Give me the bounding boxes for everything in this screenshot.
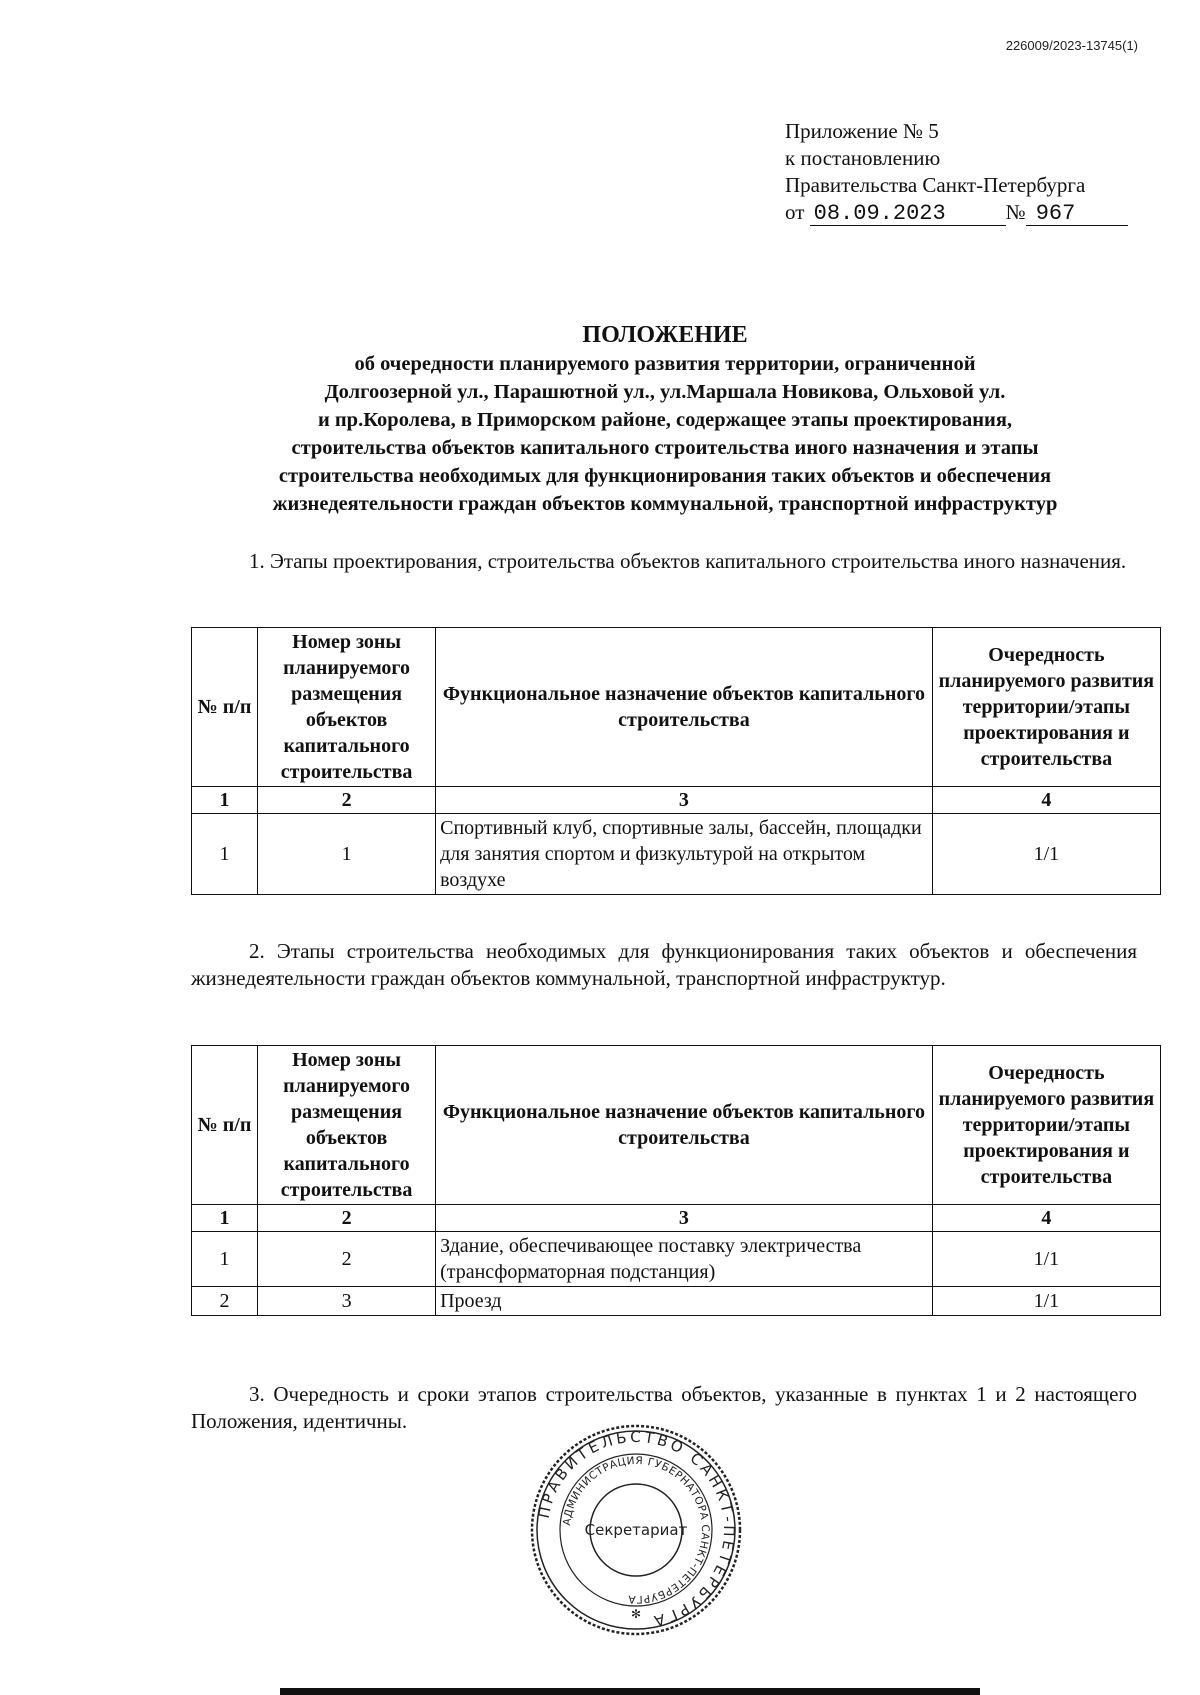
appendix-line-2: к постановлению bbox=[785, 146, 941, 170]
stamp-outer-text: ПРАВИТЕЛЬСТВО САНКТ-ПЕТЕРБУРГА bbox=[534, 1427, 739, 1631]
column-number: 3 bbox=[436, 1205, 933, 1232]
header-number: № п/п bbox=[192, 628, 258, 787]
section-2-paragraph bbox=[191, 938, 1137, 992]
column-number: 4 bbox=[932, 787, 1160, 814]
row-stage: 1/1 bbox=[932, 814, 1160, 895]
stamp-center-text: Секретариат bbox=[584, 1521, 688, 1539]
appendix-block bbox=[785, 118, 1128, 226]
section-2-text: 2. Этапы строительства необходимых для функционирования таких объектов и обеспечения жизнедеятельности граждан объектов коммунальной, транспортной инфраструктур. bbox=[191, 939, 1137, 990]
document-title bbox=[190, 320, 1140, 518]
appendix-line-3: Правительства Санкт-Петербурга bbox=[785, 173, 1086, 197]
section-1-text: 1. Этапы проектирования, строительства объектов капитального строительства иного назначения. bbox=[249, 549, 1127, 573]
column-number-row bbox=[192, 787, 1161, 814]
document-code: 226009/2023-13745(1) bbox=[1005, 38, 1138, 53]
row-purpose: Здание, обеспечивающее поставку электричества (трансформаторная подстанция) bbox=[436, 1232, 933, 1287]
stamp-inner-text: АДМИНИСТРАЦИЯ ГУБЕРНАТОРА САНКТ-ПЕТЕРБУРГА bbox=[561, 1454, 712, 1606]
column-number: 2 bbox=[258, 787, 436, 814]
row-zone: 1 bbox=[258, 814, 436, 895]
title-line: строительства объектов капитального строительства иного назначения и этапы bbox=[291, 437, 1039, 459]
header-stage: Очередность планируемого развития территории/этапы проектирования и строительства bbox=[932, 628, 1160, 787]
row-purpose: Спортивный клуб, спортивные залы, бассейн, площадки для занятия спортом и физкультурой на открытом воздухе bbox=[436, 814, 933, 895]
row-number: 1 bbox=[192, 1232, 258, 1287]
column-number: 1 bbox=[192, 1205, 258, 1232]
column-number: 4 bbox=[932, 1205, 1160, 1232]
row-number: 1 bbox=[192, 814, 258, 895]
table-stages-1 bbox=[191, 627, 1161, 895]
header-stage: Очередность планируемого развития территории/этапы проектирования и строительства bbox=[932, 1046, 1160, 1205]
table-stages-2 bbox=[191, 1045, 1161, 1316]
resolution-date: 08.09.2023 bbox=[810, 203, 1006, 226]
header-zone: Номер зоны планируемого размещения объектов капитального строительства bbox=[258, 1046, 436, 1205]
row-zone: 3 bbox=[258, 1287, 436, 1316]
number-label: № bbox=[1005, 200, 1026, 224]
row-purpose: Проезд bbox=[436, 1287, 933, 1316]
header-purpose: Функциональное назначение объектов капитального строительства bbox=[436, 1046, 933, 1205]
section-3-text: 3. Очередность и сроки этапов строительства объектов, указанные в пунктах 1 и 2 настоящего Положения, идентичны. bbox=[191, 1382, 1137, 1433]
header-purpose: Функциональное назначение объектов капитального строительства bbox=[436, 628, 933, 787]
column-number: 1 bbox=[192, 787, 258, 814]
row-stage: 1/1 bbox=[932, 1287, 1160, 1316]
row-zone: 2 bbox=[258, 1232, 436, 1287]
header-zone: Номер зоны планируемого размещения объектов капитального строительства bbox=[258, 628, 436, 787]
column-number-row bbox=[192, 1205, 1161, 1232]
title-line: об очередности планируемого развития территории, ограниченной bbox=[354, 353, 976, 375]
secretariat-stamp bbox=[528, 1422, 744, 1638]
title-main: ПОЛОЖЕНИЕ bbox=[582, 322, 748, 348]
section-1-paragraph bbox=[191, 548, 1137, 575]
appendix-line-1: Приложение № 5 bbox=[785, 119, 939, 143]
column-number: 2 bbox=[258, 1205, 436, 1232]
title-line: строительства необходимых для функционирования таких объектов и обеспечения bbox=[278, 465, 1052, 487]
table-row bbox=[192, 1232, 1161, 1287]
from-label: от bbox=[785, 200, 805, 224]
title-line: жизнедеятельности граждан объектов коммунальной, транспортной инфраструктур bbox=[272, 493, 1058, 515]
title-line: и пр.Королева, в Приморском районе, содержащее этапы проектирования, bbox=[317, 409, 1013, 431]
table-header-row bbox=[192, 628, 1161, 787]
star-icon: ✻ bbox=[630, 1607, 642, 1621]
row-number: 2 bbox=[192, 1287, 258, 1316]
header-number: № п/п bbox=[192, 1046, 258, 1205]
table-row bbox=[192, 814, 1161, 895]
table-header-row bbox=[192, 1046, 1161, 1205]
title-line: Долгоозерной ул., Парашютной ул., ул.Маршала Новикова, Ольховой ул. bbox=[324, 381, 1006, 403]
bottom-scan-edge bbox=[280, 1688, 980, 1695]
column-number: 3 bbox=[436, 787, 933, 814]
table-row bbox=[192, 1287, 1161, 1316]
appendix-date-line bbox=[785, 199, 1128, 226]
row-stage: 1/1 bbox=[932, 1232, 1160, 1287]
resolution-number: 967 bbox=[1026, 203, 1128, 226]
